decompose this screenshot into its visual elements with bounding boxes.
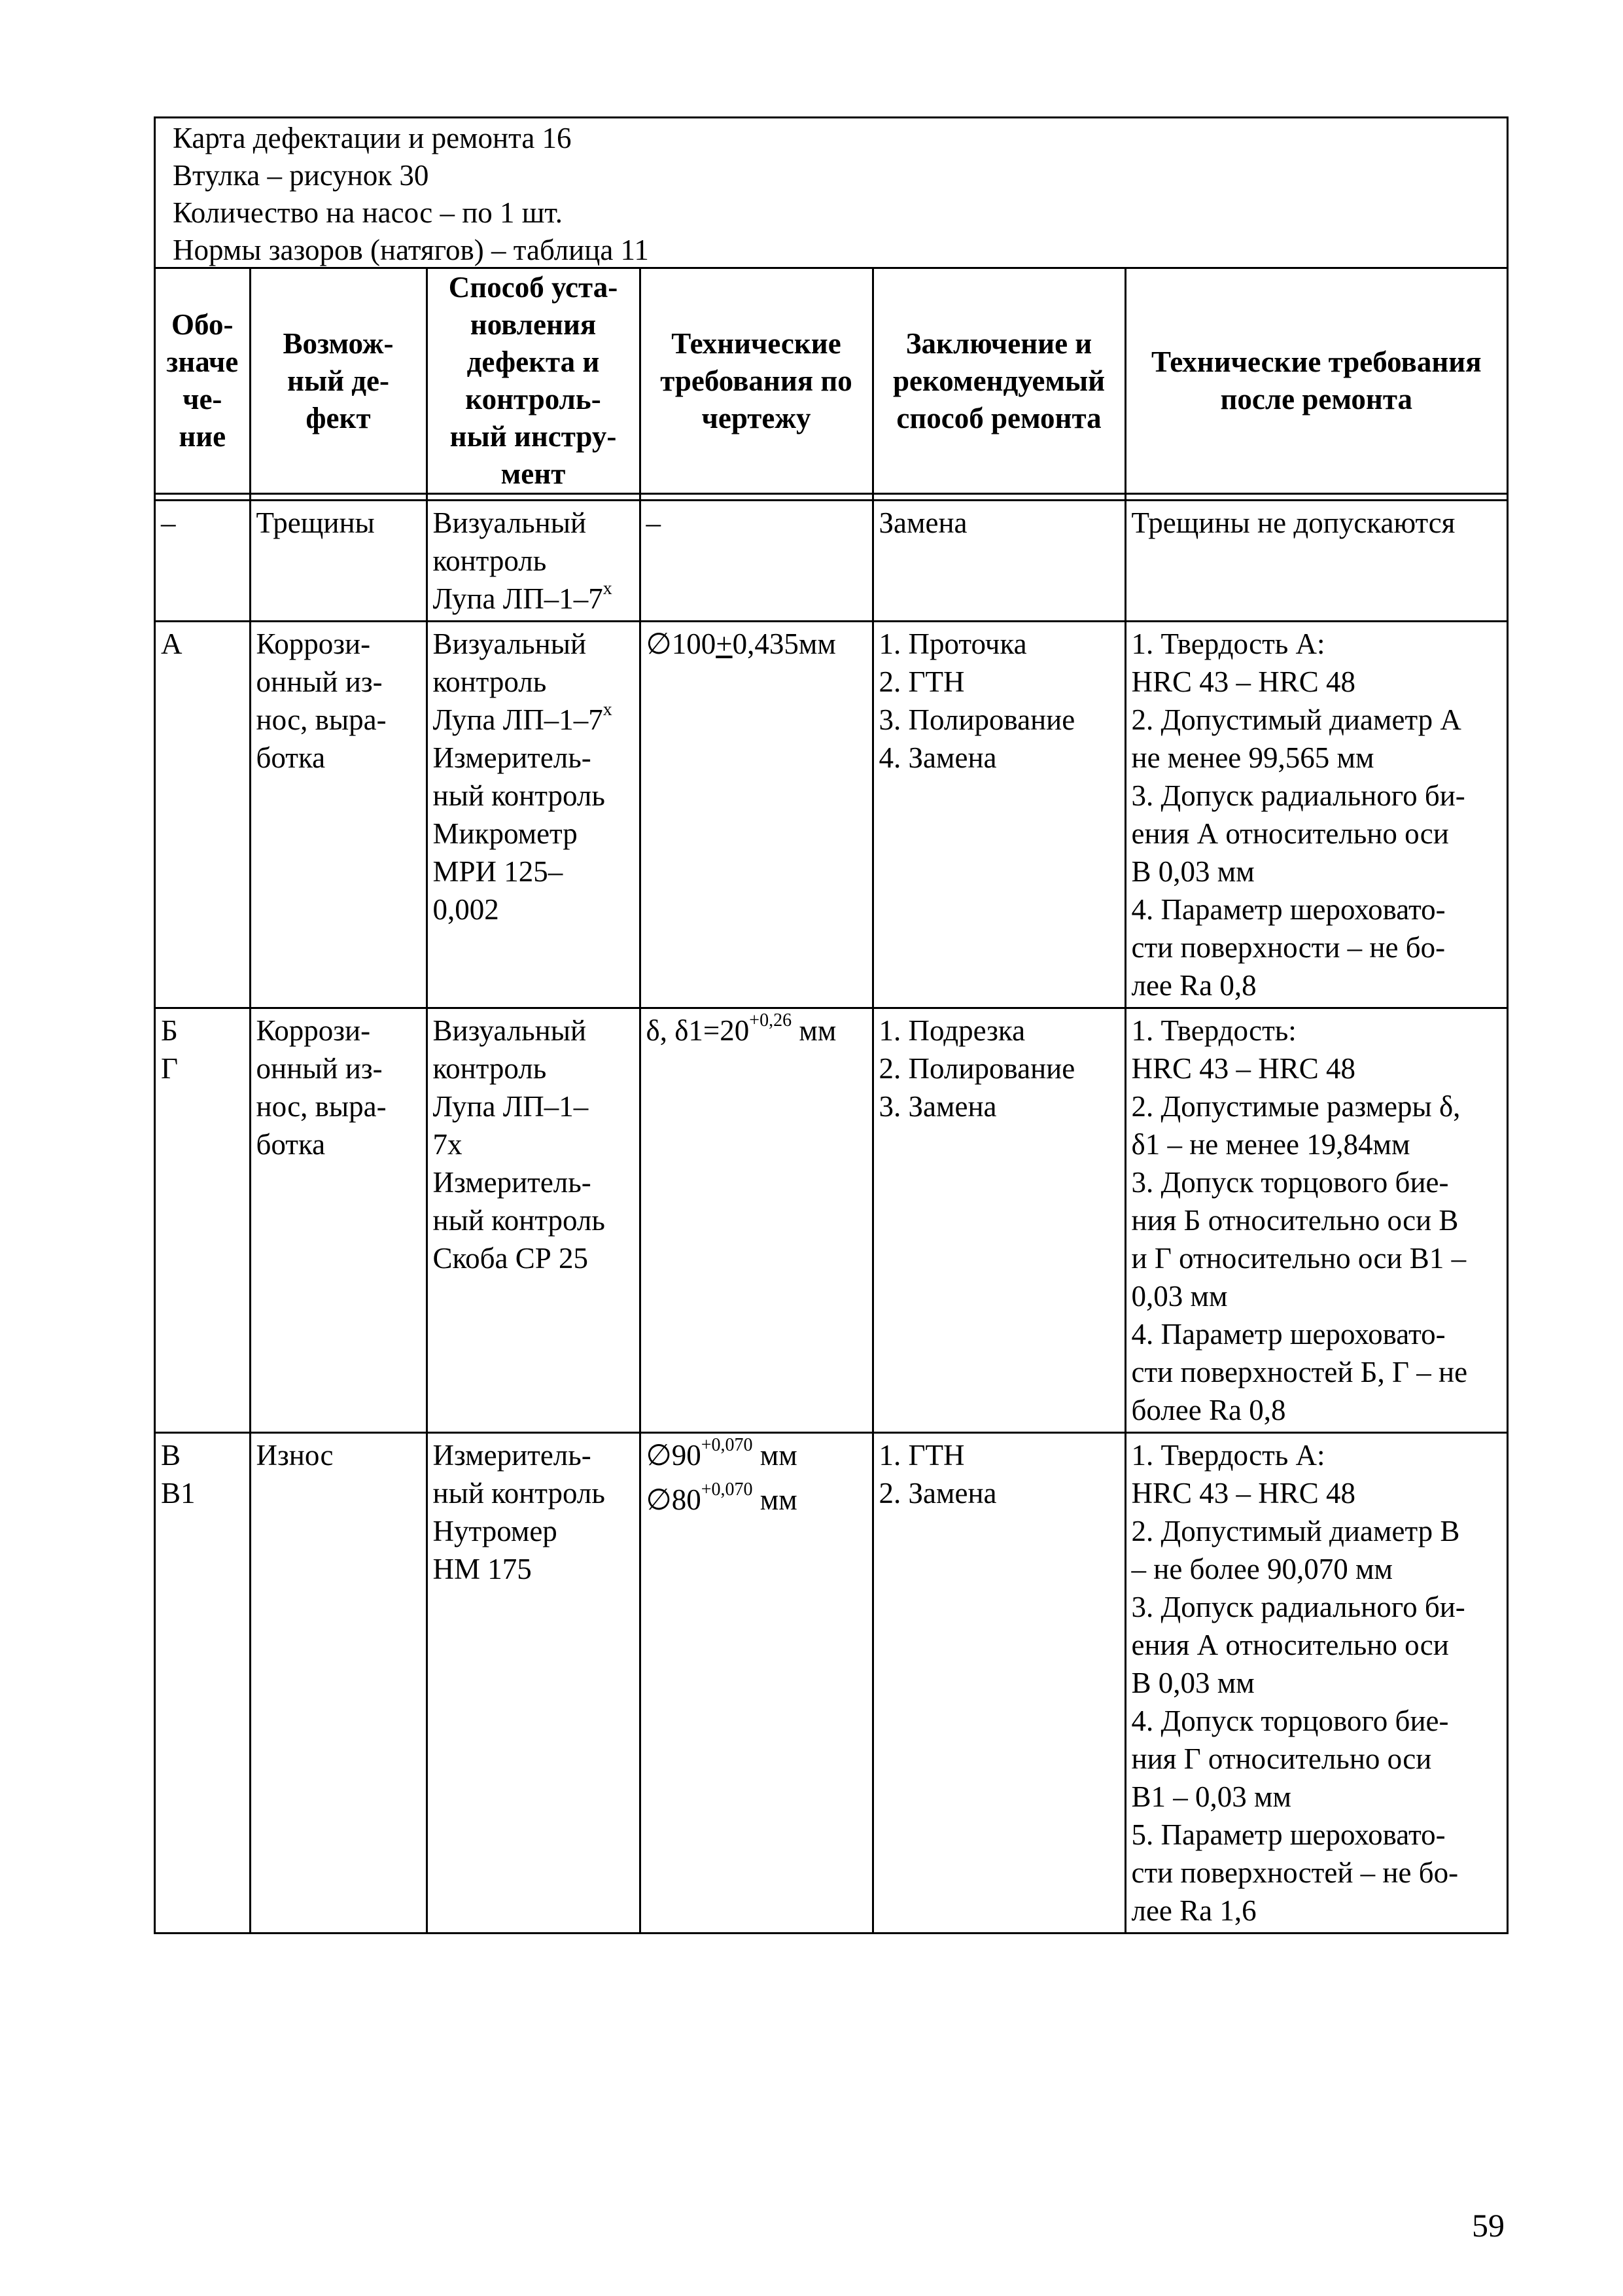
col-header-method: Способ уста- новления дефекта и контроль- ный инстру- мент: [427, 269, 640, 494]
drawing-requirement-cell: –: [640, 501, 873, 622]
col-header-defect: Возмож- ный де- фект: [250, 269, 427, 494]
after-repair-cell: 1. Твердость А: HRC 43 – HRC 48 2. Допустимый диаметр В – не более 90,070 мм 3. Допуск радиального би- ения А относительно оси В 0,03 мм 4. Допуск торцового бие- ния Г относительно оси В1 – 0,03 мм 5. Параметр шероховато- сти поверхностей – не бо- лее Ra 1,6: [1125, 1433, 1507, 1933]
repair-cell: Замена: [873, 501, 1125, 622]
method-cell: Визуальный контроль Лупа ЛП–1– 7х Измеритель- ный контроль Скоба СР 25: [427, 1008, 640, 1433]
repair-cell: 1. Проточка 2. ГТН 3. Полирование 4. Замена: [873, 622, 1125, 1008]
defect-cell: Коррози- онный из- нос, выра- ботка: [250, 1008, 427, 1433]
defect-card: [154, 116, 1509, 1934]
col-header-drawing-requirements: Технические требования по чертежу: [640, 269, 873, 494]
table-row: [156, 1008, 1507, 1433]
quantity-note: Количество на насос – по 1 шт.: [173, 196, 563, 229]
after-repair-cell: 1. Твердость А: HRC 43 – HRC 48 2. Допустимый диаметр А не менее 99,565 мм 3. Допуск радиального би- ения А относительно оси В 0,03 мм 4. Параметр шероховато- сти поверхности – не бо- лее Ra 0,8: [1125, 622, 1507, 1008]
designation-cell: –: [156, 501, 250, 622]
card-title: Карта дефектации и ремонта 16: [173, 122, 572, 154]
defect-cell: Коррози- онный из- нос, выра- ботка: [250, 622, 427, 1008]
repair-cell: 1. Подрезка 2. Полирование 3. Замена: [873, 1008, 1125, 1433]
defect-table: [156, 269, 1507, 1932]
col-header-designation: Обо- значе че- ние: [156, 269, 250, 494]
drawing-requirement-cell: $\emptyset 90^{+0,070}$ мм $\emptyset 80^{+0,070}$ мм: [640, 1433, 873, 1933]
repair-cell: 1. ГТН 2. Замена: [873, 1433, 1125, 1933]
method-cell: Визуальный контроль Лупа ЛП–1–7$^x$: [427, 501, 640, 622]
col-header-after-repair: Технические требования после ремонта: [1125, 269, 1507, 494]
table-row: [156, 622, 1507, 1008]
defect-cell: Трещины: [250, 501, 427, 622]
table-header-row: [156, 269, 1507, 494]
designation-cell: В В1: [156, 1433, 250, 1933]
page-number: 59: [1472, 2207, 1505, 2244]
clearance-norms: Нормы зазоров (натягов) – таблица 11: [173, 234, 649, 266]
part-name: Втулка – рисунок 30: [173, 159, 429, 192]
table-row: [156, 501, 1507, 622]
drawing-requirement-cell: ∅100+0,435мм: [640, 622, 873, 1008]
method-cell: Визуальный контроль Лупа ЛП–1–7$^x$ Измеритель- ный контроль Микрометр МРИ 125– 0,002: [427, 622, 640, 1008]
table-row: [156, 1433, 1507, 1933]
after-repair-cell: 1. Твердость: HRC 43 – HRC 48 2. Допустимые размеры δ, δ1 – не менее 19,84мм 3. Допуск торцового бие- ния Б относительно оси В и Г относительно оси В1 – 0,03 мм 4. Параметр шероховато- сти поверхностей Б, Г – не более Ra 0,8: [1125, 1008, 1507, 1433]
defect-cell: Износ: [250, 1433, 427, 1933]
card-header: [156, 118, 1507, 269]
drawing-requirement-cell: δ, $\delta 1=20^{+0,26}$ мм: [640, 1008, 873, 1433]
header-separator: [156, 494, 1507, 501]
col-header-repair: Заключение и рекомендуемый способ ремонта: [873, 269, 1125, 494]
designation-cell: А: [156, 622, 250, 1008]
designation-cell: Б Г: [156, 1008, 250, 1433]
method-cell: Измеритель- ный контроль Нутромер НМ 175: [427, 1433, 640, 1933]
after-repair-cell: Трещины не допускаются: [1125, 501, 1507, 622]
